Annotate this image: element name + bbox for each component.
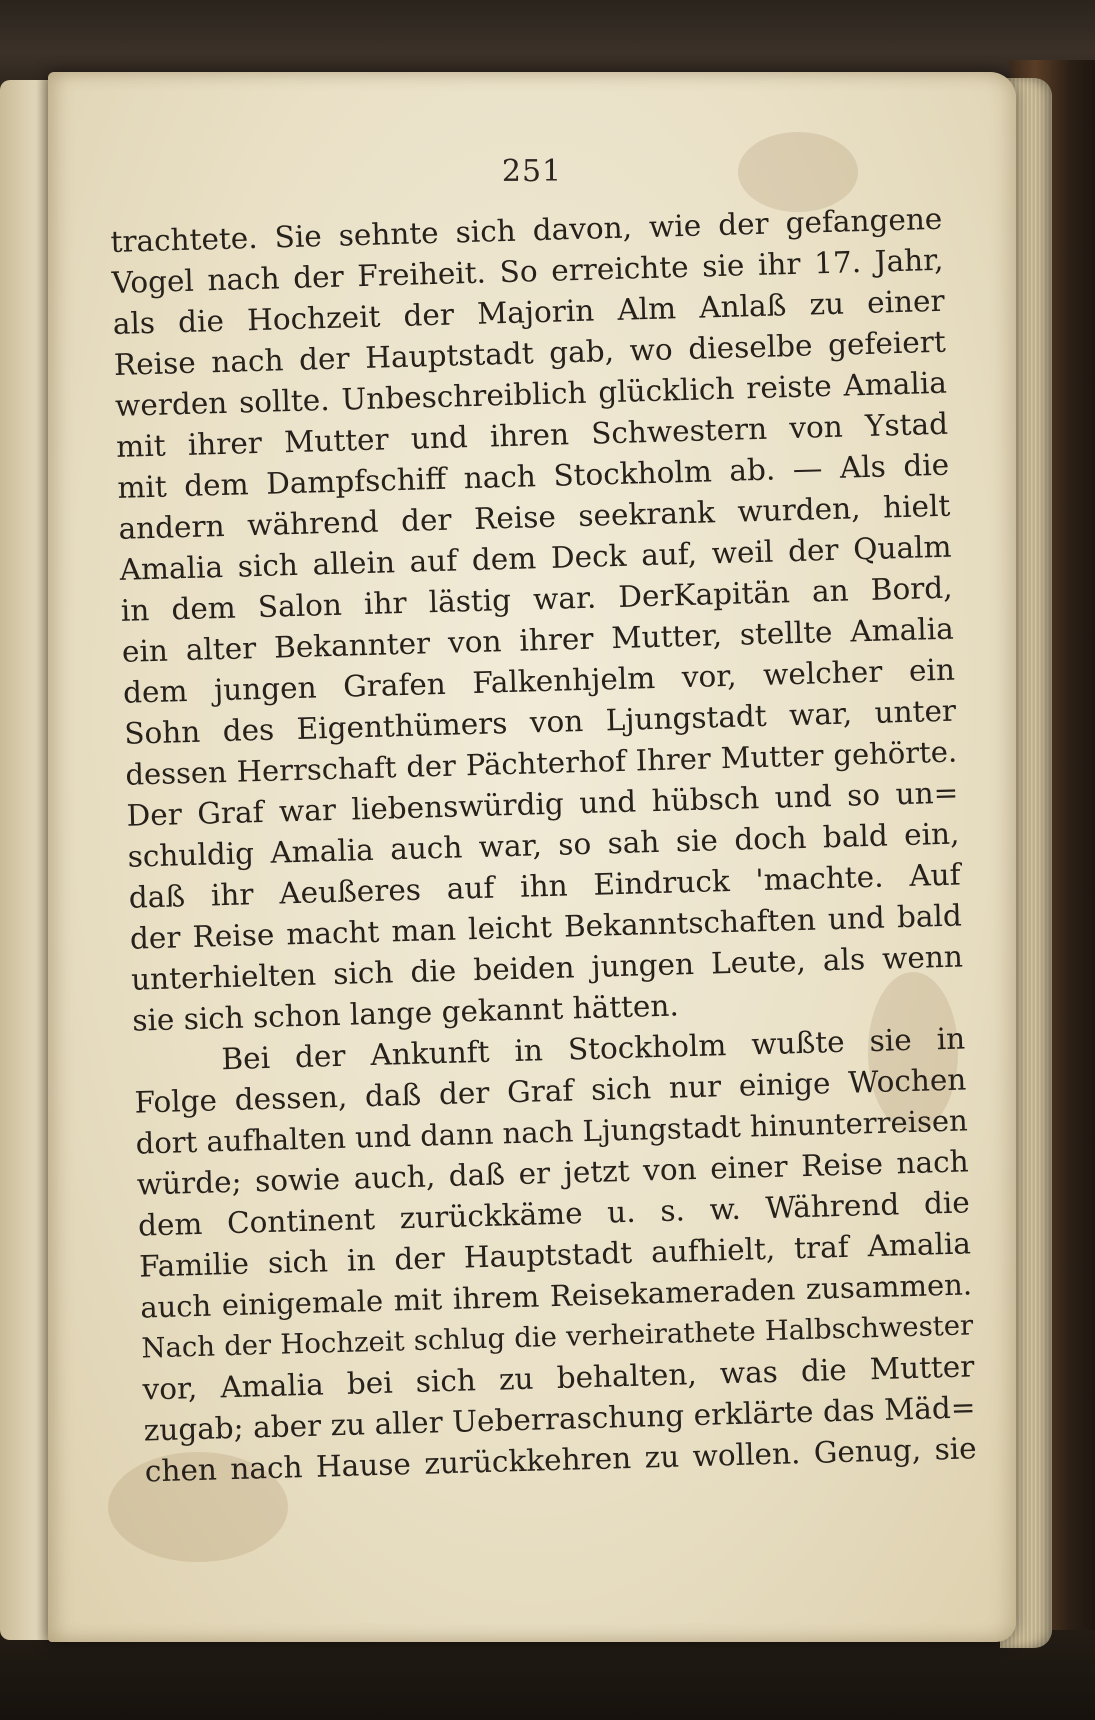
text-line: Vogel nach der Freiheit. So erreichte sie ihr 17. Jahr, (111, 242, 944, 300)
text-line: dessen Herrschaft der Pächterhof Ihrer Mutter gehörte. (124, 734, 958, 792)
text-line: Bei der Ankunft in Stockholm wußte sie in (220, 1021, 966, 1077)
page-number: 251 (501, 154, 563, 189)
text-line: würde; sowie auch, daß er jetzt von einer Reise nach (136, 1144, 970, 1202)
text-line: mit ihrer Mutter und ihren Schwestern von Ystad (115, 406, 949, 464)
text-line: Folge dessen, daß der Graf sich nur einige Wochen (134, 1062, 967, 1120)
text-line: werden sollte. Unbeschreiblich glücklich reiste Amalia (114, 365, 948, 423)
book-page (48, 72, 1016, 1642)
text-line: in dem Salon ihr lästig war. DerKapitän an Bord, (120, 570, 954, 628)
text-line: als die Hochzeit der Majorin Alm Anlaß zu einer (112, 283, 945, 341)
text-line: chen nach Hause zurückkehren zu wollen. Genug, sie (144, 1431, 978, 1489)
text-line: schuldig Amalia auch war, so sah sie doch bald ein, (127, 816, 960, 874)
text-line: dem jungen Grafen Falkenhjelm vor, welcher ein (122, 652, 956, 710)
text-line: Reise nach der Hauptstadt gab, wo dieselbe gefeiert (113, 324, 947, 382)
text-line: dem Continent zurückkäme u. s. w. Während die (137, 1185, 971, 1243)
text-line: auch einigemale mit ihrem Reisekameraden zusammen. (139, 1267, 973, 1325)
text-line: mit dem Dampfschiff nach Stockholm ab. — Als die (116, 447, 950, 505)
text-line: Amalia sich allein auf dem Deck auf, weil der Qualm (119, 529, 952, 587)
text-line: zugab; aber zu aller Ueberraschung erklärte das Mäd= (143, 1390, 976, 1448)
text-line: sie sich schon lange gekannt hätten. (131, 988, 680, 1038)
text-line: dort aufhalten und dann nach Ljungstadt hinunterreisen (135, 1103, 969, 1161)
text-line: daß ihr Aeußeres auf ihn Eindruck 'machte. Auf (128, 857, 962, 915)
text-line: Sohn des Eigenthümers von Ljungstadt war, unter (123, 693, 957, 751)
text-line: Familie sich in der Hauptstadt aufhielt, traf Amalia (138, 1226, 972, 1284)
text-line: der Reise macht man leicht Bekanntschaften und bald (129, 898, 963, 956)
text-line: trachtete. Sie sehnte sich davon, wie der gefangene (110, 201, 943, 259)
text-line: Der Graf war liebenswürdig und hübsch und so un= (126, 775, 959, 833)
text-line: unterhielten sich die beiden jungen Leute, als wenn (130, 939, 964, 997)
body-text (110, 199, 977, 1493)
text-line: vor, Amalia bei sich zu behalten, was die Mutter (142, 1349, 975, 1407)
text-line: Nach der Hochzeit schlug die verheirathete Halbschwester (141, 1309, 974, 1365)
text-line: ein alter Bekannter von ihrer Mutter, stellte Amalia (121, 611, 955, 669)
facing-page-edge (0, 80, 52, 1640)
book-cover-bottom (0, 1630, 1095, 1720)
text-line: andern während der Reise seekrank wurden, hielt (118, 488, 951, 546)
